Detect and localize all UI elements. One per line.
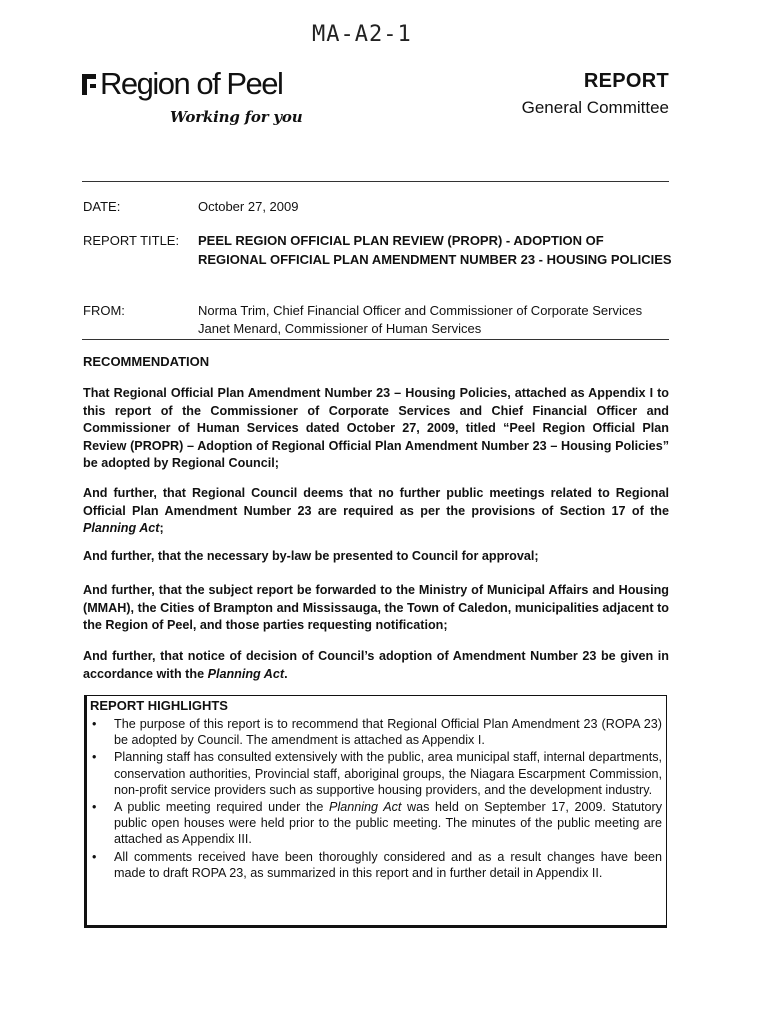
highlight-item-4: • All comments received have been thoroughly considered and as a result changes have been made to draft ROPA 23, as summarized in this report and in further detail in Appendix II. bbox=[90, 849, 662, 881]
committee-name: General Committee bbox=[521, 98, 669, 117]
recommendation-paragraph-2: And further, that Regional Council deems that no further public meetings related to Regional Official Plan Amendment Number 23 are required as per the provisions of Section 17 of the Planning Act; bbox=[83, 486, 669, 535]
report-title-value: PEEL REGION OFFICIAL PLAN REVIEW (PROPR) - ADOPTION OF REGIONAL OFFICIAL PLAN AMENDMENT NUMBER 23 - HOUSING POLICIES bbox=[198, 233, 672, 267]
date-label: DATE: bbox=[83, 199, 121, 214]
meta-divider bbox=[82, 339, 669, 340]
report-label: REPORT bbox=[583, 70, 669, 92]
highlight-item-1: • The purpose of this report is to recommend that Regional Official Plan Amendment 23 (ROPA 23) be adopted by Council. The amendment is attached as Appendix I. bbox=[90, 716, 662, 748]
region-of-peel-logo bbox=[82, 66, 282, 102]
report-highlights-list bbox=[90, 716, 662, 882]
report-highlights-title: REPORT HIGHLIGHTS bbox=[90, 698, 228, 713]
date-value: October 27, 2009 bbox=[198, 199, 299, 214]
recommendation-paragraph-1: That Regional Official Plan Amendment Number 23 – Housing Policies, attached as Appendix I to this report of the Commissioner of Corporate Services and Chief Financial Officer and Commissioner of Human Services dated October 27, 2009, titled “Peel Region Official Plan Review (PROPR) – Adoption of Regional Official Plan Amendment Number 23 – Housing Policies” be adopted by Regional Council; bbox=[83, 386, 669, 470]
highlight-item-2: • Planning staff has consulted extensively with the public, area municipal staff, internal departments, conservation authorities, Provincial staff, aboriginal groups, the Niagara Escarpment Commission, non-profit service providers such as supportive housing providers, and the development industry. bbox=[90, 749, 662, 798]
from-label: FROM: bbox=[83, 303, 125, 318]
from-line-2: Janet Menard, Commissioner of Human Services bbox=[198, 321, 482, 336]
peel-logo-icon bbox=[82, 74, 96, 95]
highlight-item-3: • A public meeting required under the Planning Act was held on September 17, 2009. Statutory public open houses were held prior to the public meeting. The minutes of the public meeting are attached as Appendix III. bbox=[90, 799, 662, 848]
handwritten-note: MA-A2-1 bbox=[312, 22, 412, 47]
from-line-1: Norma Trim, Chief Financial Officer and Commissioner of Corporate Services bbox=[198, 303, 643, 318]
report-title-label: REPORT TITLE: bbox=[83, 233, 180, 248]
recommendation-paragraph-3: And further, that the necessary by-law be presented to Council for approval; bbox=[83, 549, 539, 563]
logo-text: Region of Peel bbox=[100, 66, 283, 101]
recommendation-paragraph-5: And further, that notice of decision of Council’s adoption of Amendment Number 23 be given in accordance with the Planning Act. bbox=[83, 649, 669, 681]
header-divider bbox=[82, 181, 669, 182]
recommendation-paragraph-4: And further, that the subject report be forwarded to the Ministry of Municipal Affairs and Housing (MMAH), the Cities of Brampton and Mississauga, the Town of Caledon, municipalities adjacent to the Region of Peel, and those parties requesting notification; bbox=[83, 583, 669, 632]
recommendation-heading: RECOMMENDATION bbox=[83, 354, 210, 369]
logo-tagline: Working for you bbox=[170, 108, 303, 126]
